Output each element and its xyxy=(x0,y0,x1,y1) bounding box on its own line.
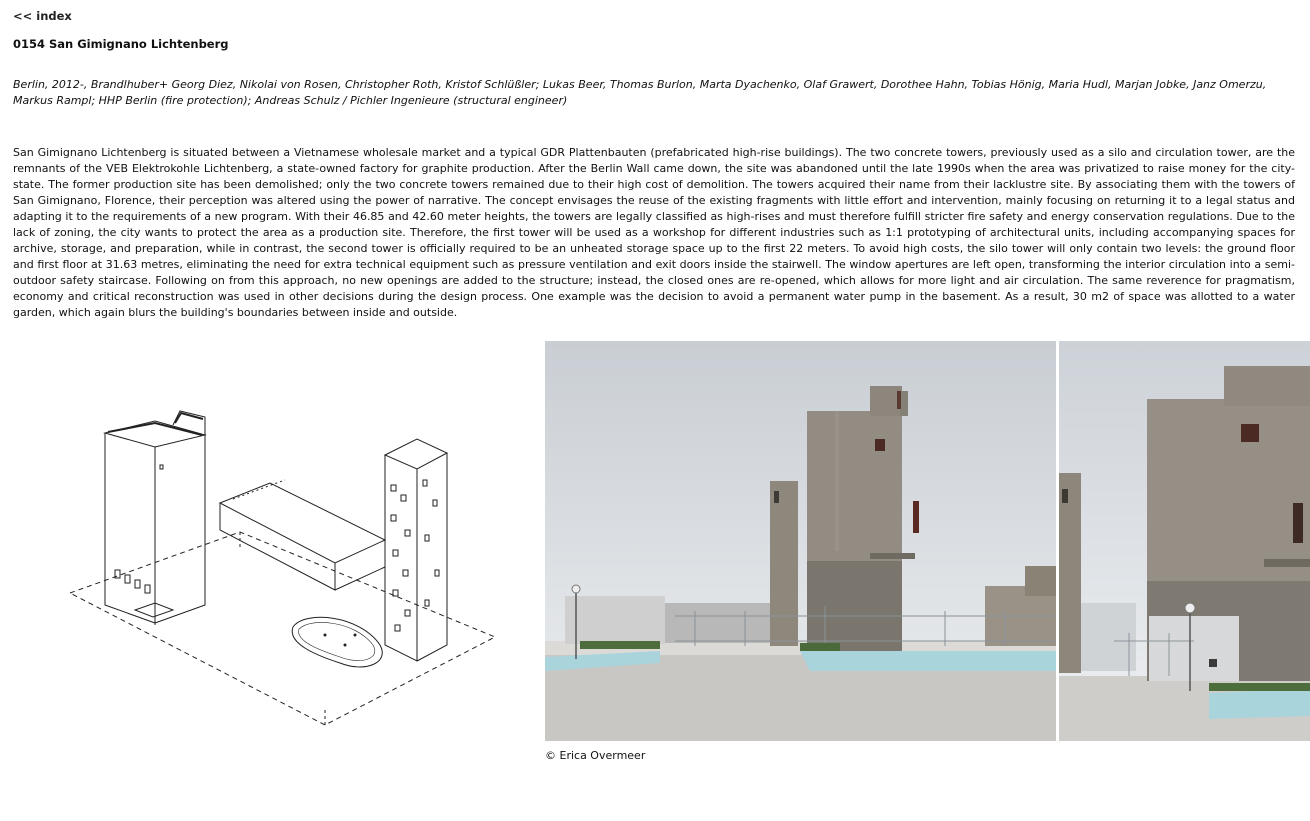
site-photo-secondary xyxy=(1059,341,1310,741)
site-photo-main xyxy=(545,341,1056,741)
axonometric-drawing xyxy=(55,395,505,739)
project-description: San Gimignano Lichtenberg is situated between a Vietnamese wholesale market and a typical GDR Plattenbauten (prefabricated high-rise buildings). The two concrete towers, previously used as a silo and circulation tower, are the remnants of the VEB Elektrokohle Lichtenberg, a state-owned factory for graphite production. After the Berlin Wall came down, the site was abandoned until the late 1990s when the area was privatized to raise money for the city-state. The former production site has been demolished; only the two concrete towers remained due to their high cost of demolition. The towers acquired their name from their lacklustre site. By associating them with the towers of San Gimignano, Florence, their perception was altered using the power of narrative. The concept envisages the reuse of the existing fragments with little effort and intervention, mainly focusing on returning it to a legal status and adapting it to the requirements of a new program. With their 46.85 and 42.60 meter heights, the towers are legally classified as high-rises and must therefore fulfill stricter fire safety and energy conservation regulations. Due to the lack of zoning, the city wants to protect the area as a production site. Therefore, the first tower will be used as a workshop for different industries such as 1:1 prototyping of architectural units, including accompanying spaces for archive, storage, and preparation, while in contrast, the second tower is officially required to be an unheated storage space up to the first 22 meters. To avoid high costs, the silo tower will only contain two levels: the ground floor and first floor at 31.63 metres, eliminating the need for extra technical equipment such as pressure ventilation and exit doors inside the stairwell. The window apertures are left open, transforming the interior circulation into a semi-outdoor safety staircase. Following on from this approach, no new openings are added to the structure; instead, the closed ones are re-opened, which allows for more light and air circulation. The same reverence for pragmatism, economy and critical reconstruction was used in other decisions during the design process. One example was the decision to avoid a permanent water pump in the basement. As a result, 30 m2 of space was allotted to a water garden, which again blurs the building's boundaries between inside and outside. xyxy=(13,146,1295,319)
photo-credit: © Erica Overmeer xyxy=(545,749,646,762)
project-credits: Berlin, 2012-, Brandlhuber+ Georg Diez, Nikolai von Rosen, Christopher Roth, Kristof Schlüßler; Lukas Beer, Thomas Burlon, Marta Dyachenko, Olaf Grawert, Dorothee Hahn, Tobias Hönig, Maria Hudl, Marjan Jobke, Janz Omerzu, Markus Rampl; HHP Berlin (fire protection); Andreas Schulz / Pichler Ingenieure (structural engineer) xyxy=(13,78,1267,107)
page-title: 0154 San Gimignano Lichtenberg xyxy=(13,37,229,51)
index-link[interactable]: << index xyxy=(13,9,72,23)
